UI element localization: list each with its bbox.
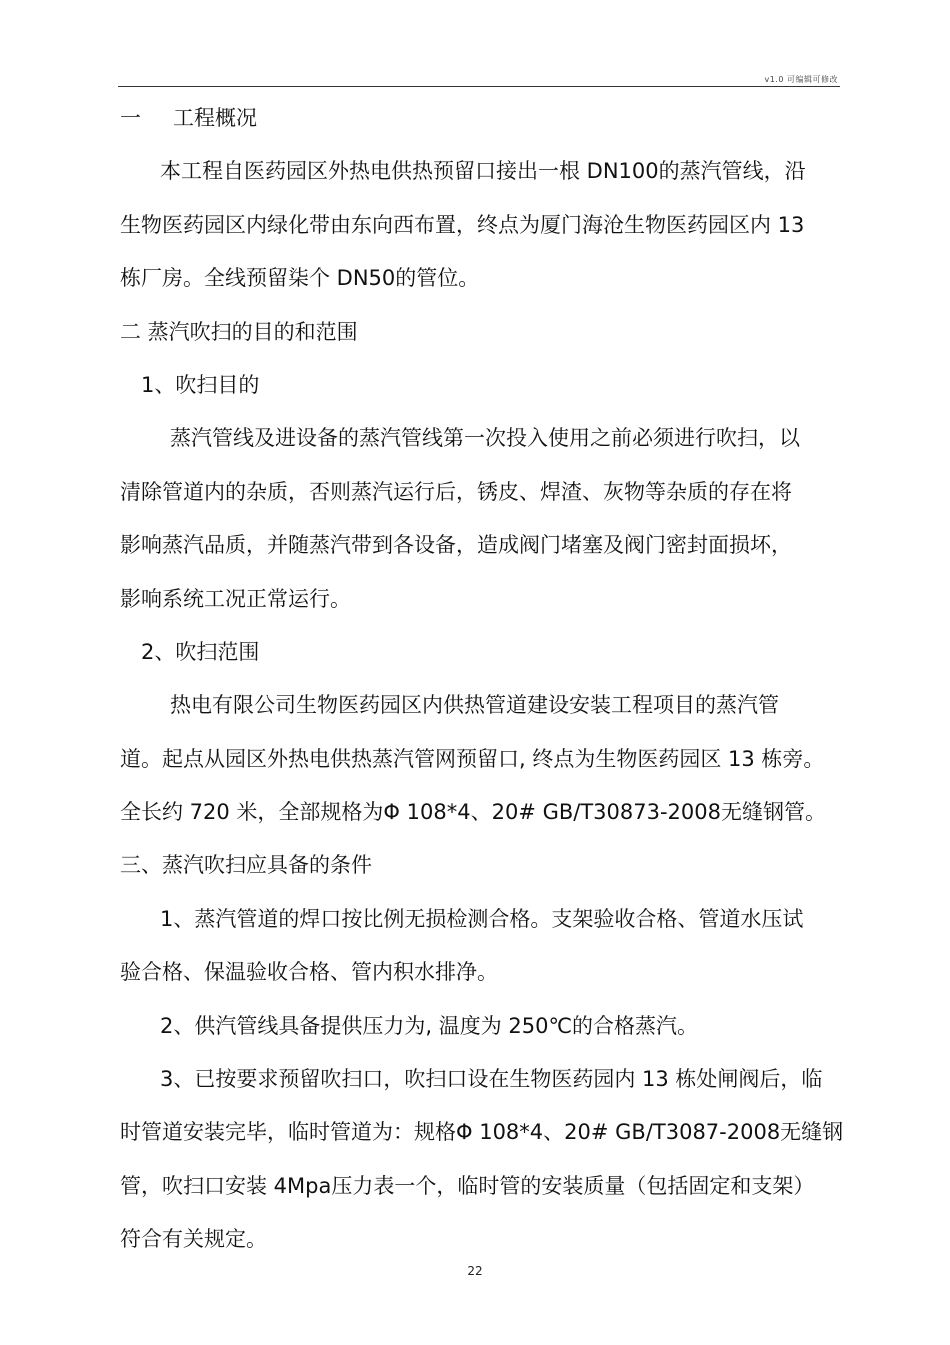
subsection-2-2-heading: 2、吹扫范围: [141, 639, 260, 664]
section-3-heading: 三、蒸汽吹扫应具备的条件: [120, 853, 372, 878]
section-1-number: 一: [120, 106, 141, 130]
subsection-2-1-heading: 1、吹扫目的: [141, 372, 260, 397]
document-body: [120, 92, 844, 1267]
paragraph-line: 影响系统工况正常运行。: [120, 586, 351, 611]
paragraph-line: 验合格、保温验收合格、管内积水排净。: [120, 960, 498, 985]
paragraph-line: 2、供汽管线具备提供压力为, 温度为 250℃的合格蒸汽。: [160, 1013, 699, 1038]
header-rule: [118, 86, 840, 87]
paragraph-line: 蒸汽管线及进设备的蒸汽管线第一次投入使用之前必须进行吹扫，以: [170, 426, 800, 451]
paragraph-line: 热电有限公司生物医药园区内供热管道建设安装工程项目的蒸汽管: [170, 693, 779, 718]
paragraph-line: 影响蒸汽品质，并随蒸汽带到各设备，造成阀门堵塞及阀门密封面损坏，: [120, 533, 792, 558]
page-number: 22: [467, 1264, 483, 1278]
paragraph-line: 3、已按要求预留吹扫口，吹扫口设在生物医药园内 13 栋处闸阀后，临: [160, 1067, 823, 1092]
section-1-heading: [120, 92, 835, 145]
paragraph-line: 1、蒸汽管道的焊口按比例无损检测合格。支架验收合格、管道水压试: [160, 906, 804, 931]
paragraph-line: 生物医药园区内绿化带由东向西布置，终点为厦门海沧生物医药园区内 13: [120, 212, 805, 237]
paragraph-line: 管，吹扫口安装 4Mpa压力表一个，临时管的安装质量（包括固定和支架）: [120, 1173, 815, 1198]
paragraph-line: 道。起点从园区外热电供热蒸汽管网预留口, 终点为生物医药园区 13 栋旁。: [120, 746, 825, 771]
section-1-title: 工程概况: [173, 106, 257, 130]
paragraph-line: 本工程自医药园区外热电供热预留口接出一根 DN100的蒸汽管线，沿: [160, 159, 806, 184]
paragraph-line: 栋厂房。全线预留柒个 DN50的管位。: [120, 266, 480, 291]
version-tag: v1.0 可编辑可修改: [764, 75, 838, 84]
paragraph-line: 全长约 720 米，全部规格为Φ 108*4、20# GB/T30873-2008无缝钢管。: [120, 800, 826, 825]
paragraph-line: 符合有关规定。: [120, 1227, 267, 1252]
section-2-heading: 二 蒸汽吹扫的目的和范围: [120, 319, 358, 344]
paragraph-line: 时管道安装完毕，临时管道为：规格Φ 108*4、20# GB/T3087-2008无缝钢: [120, 1120, 844, 1145]
paragraph-line: 清除管道内的杂质，否则蒸汽运行后，锈皮、焊渣、灰物等杂质的存在将: [120, 479, 792, 504]
